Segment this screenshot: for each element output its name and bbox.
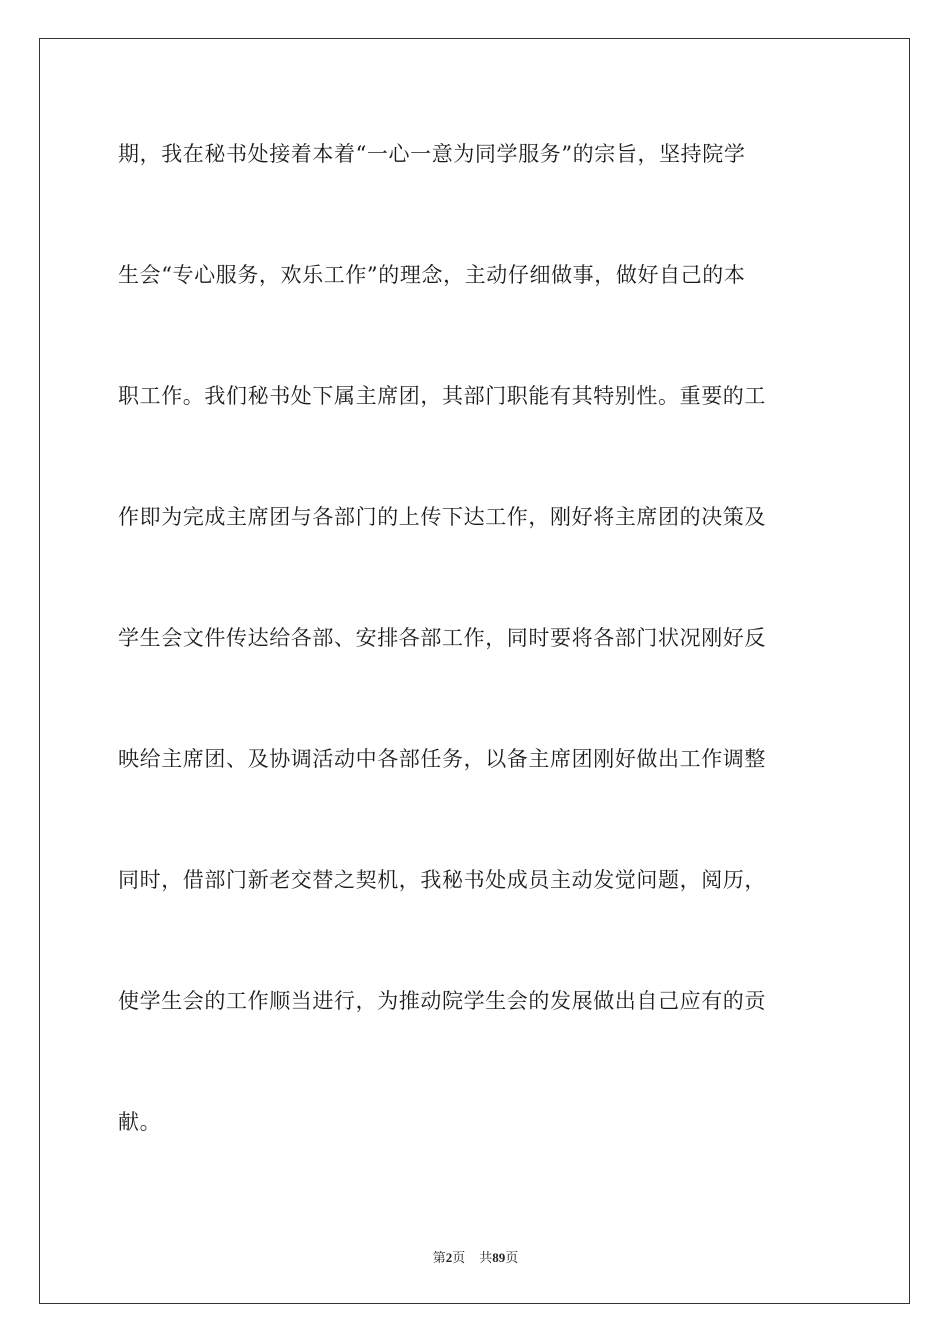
page-prefix: 第 — [432, 1251, 446, 1266]
page-suffix: 页 — [452, 1251, 466, 1266]
text-line: 同时，借部门新老交替之契机，我秘书处成员主动发觉问题，阅历， — [118, 868, 766, 892]
text-line: 献。 — [118, 1110, 162, 1134]
total-prefix: 共 — [479, 1251, 493, 1266]
text-line: 学生会文件传达给各部、安排各部工作，同时要将各部门状况刚好反 — [118, 626, 766, 650]
text-line: 映给主席团、及协调活动中各部任务，以备主席团刚好做出工作调整 — [118, 747, 766, 771]
text-line: 职工作。我们秘书处下属主席团，其部门职能有其特别性。重要的工 — [118, 384, 766, 408]
page-frame — [39, 38, 910, 1304]
text-line: 期，我在秘书处接着本着“一心一意为同学服务”的宗旨，坚持院学 — [118, 142, 746, 166]
total-suffix: 页 — [505, 1251, 519, 1266]
text-line: 生会“专心服务，欢乐工作”的理念，主动仔细做事，做好自己的本 — [118, 263, 746, 287]
page-number: 2 — [445, 1250, 453, 1265]
page-footer — [40, 1249, 911, 1268]
text-line: 使学生会的工作顺当进行，为推动院学生会的发展做出自己应有的贡 — [118, 989, 766, 1013]
text-line: 作即为完成主席团与各部门的上传下达工作，刚好将主席团的决策及 — [118, 505, 766, 529]
total-pages: 89 — [492, 1250, 506, 1265]
